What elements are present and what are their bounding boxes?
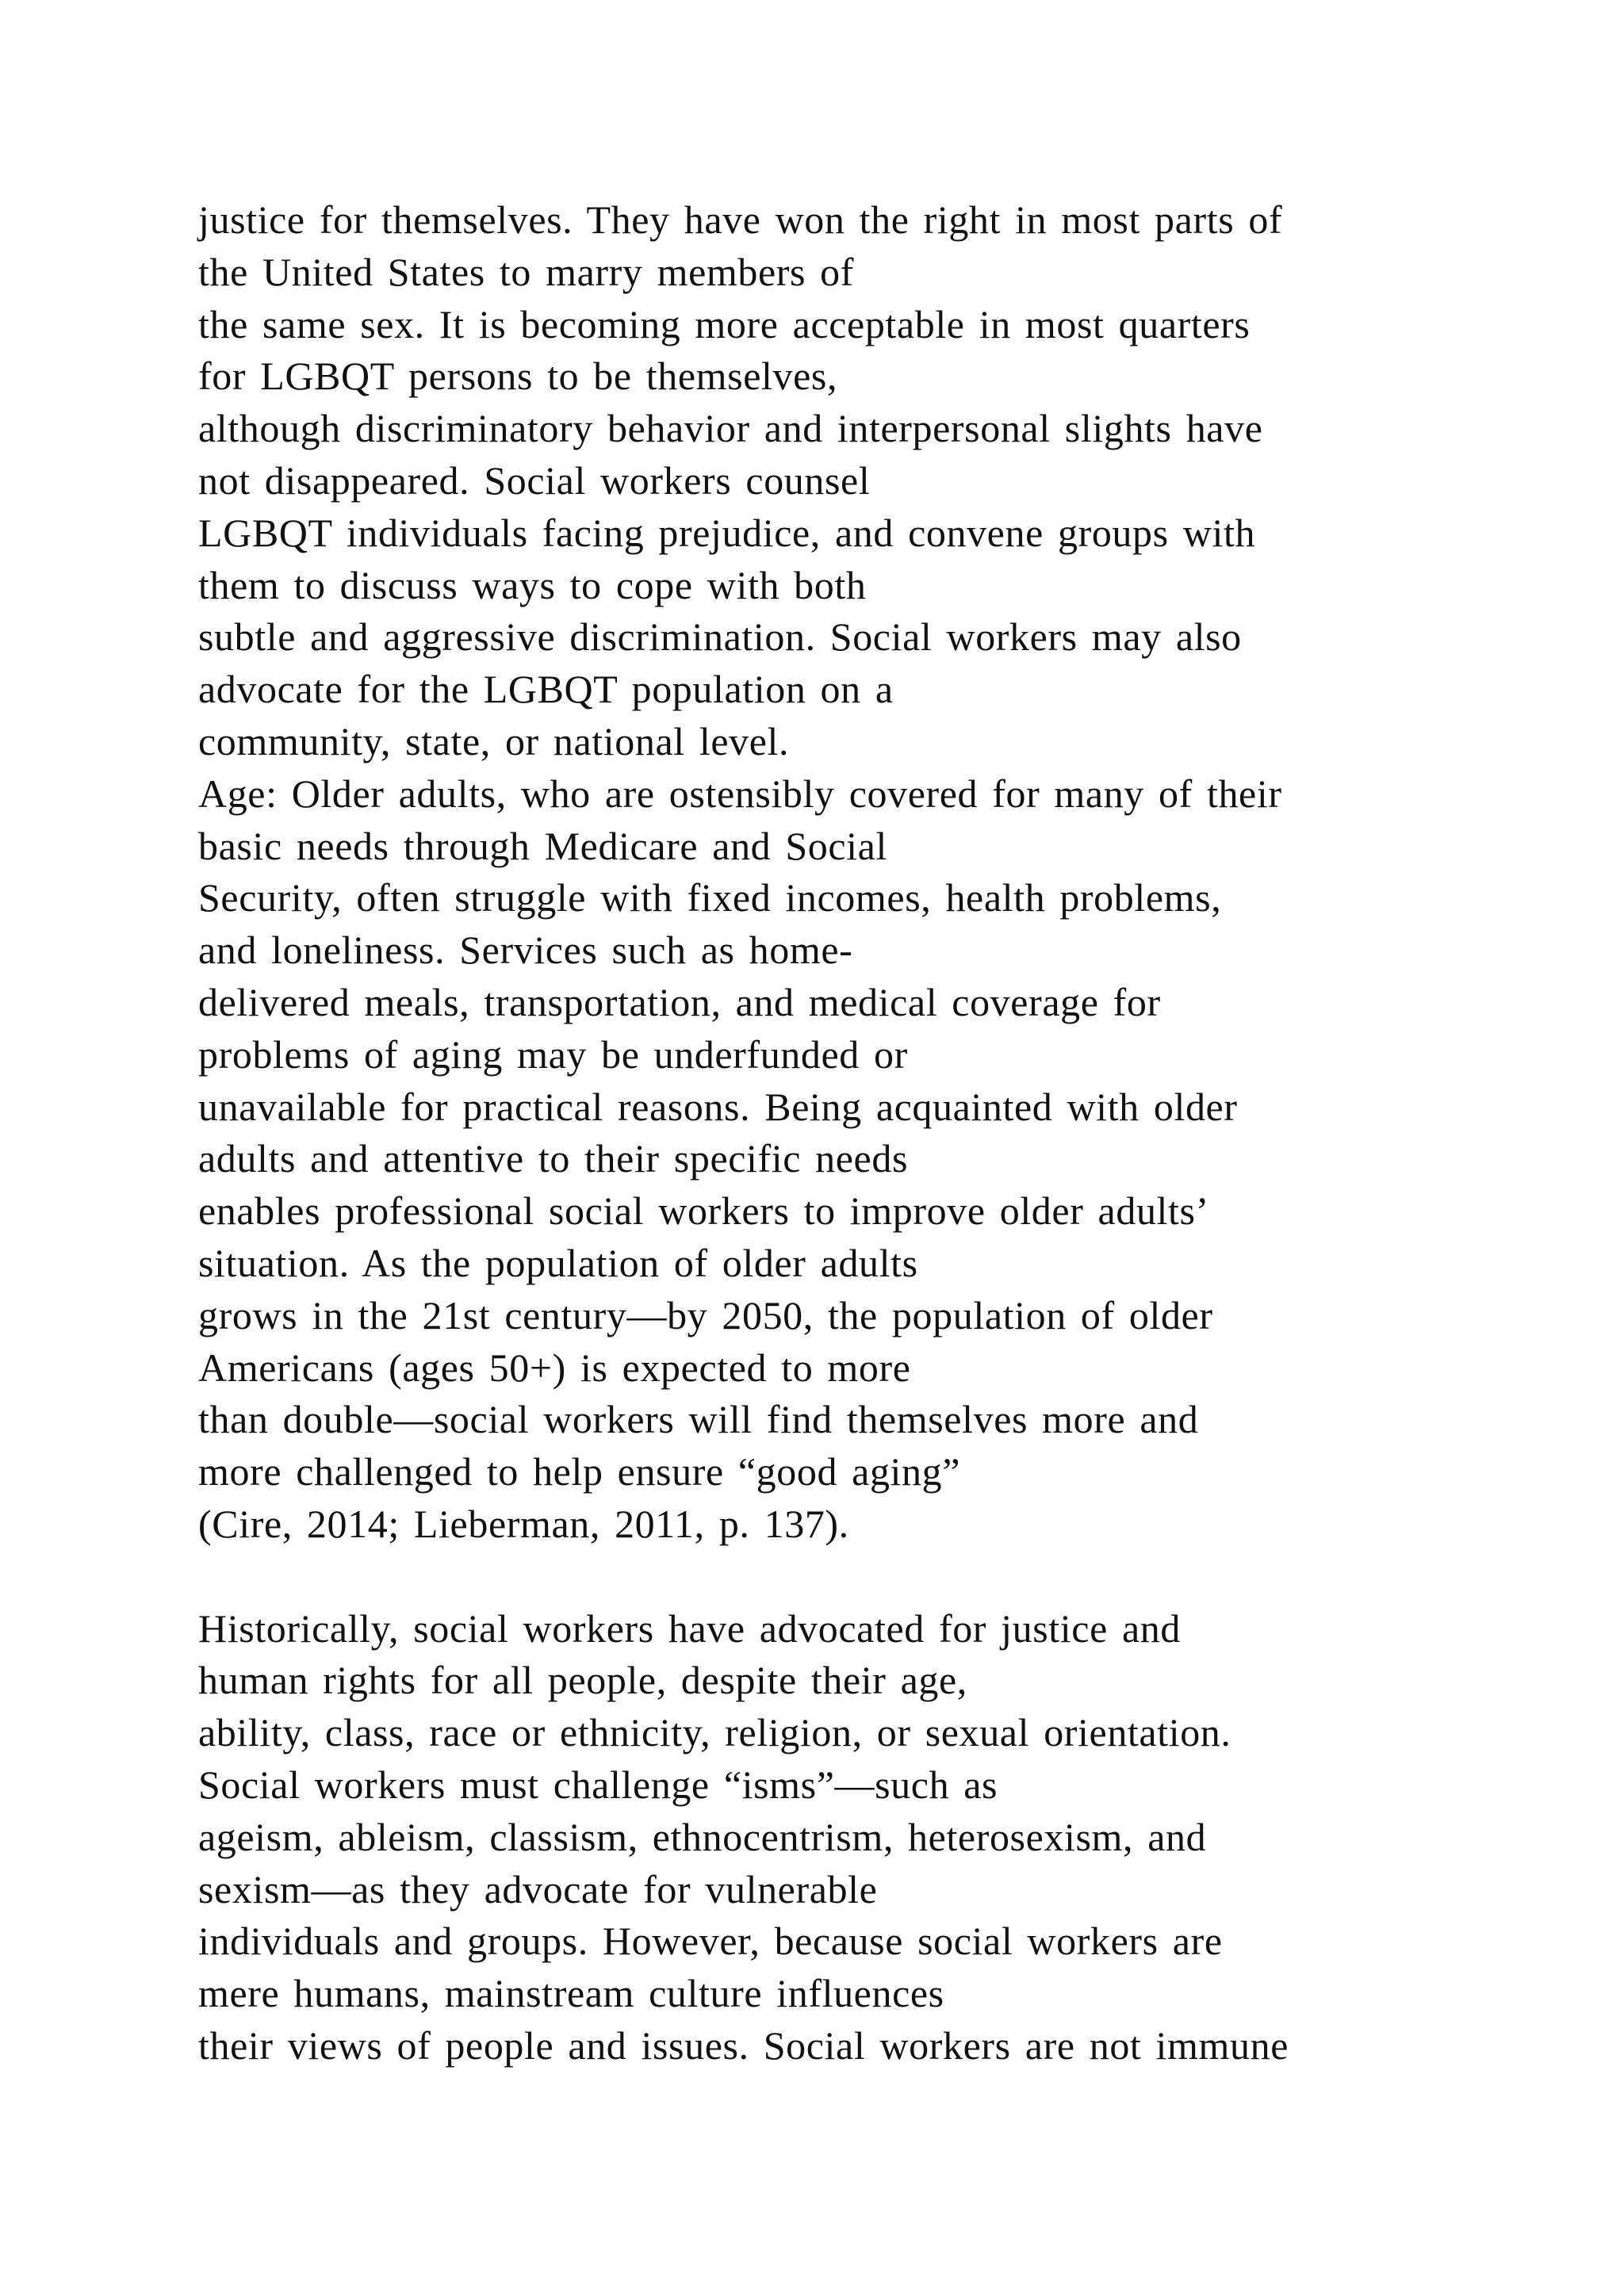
text-line: not disappeared. Social workers counsel [198, 457, 871, 503]
text-line: sexism—as they advocate for vulnerable [198, 1866, 878, 1911]
text-line: more challenged to help ensure “good aging” [198, 1449, 961, 1494]
text-line: advocate for the LGBQT population on a [198, 667, 894, 712]
paragraph-gap [198, 1551, 1435, 1603]
text-line: ageism, ableism, classism, ethnocentrism, heterosexism, and [198, 1814, 1207, 1859]
text-line: Security, often struggle with fixed incomes, health problems, [198, 875, 1222, 920]
text-line: subtle and aggressive discrimination. Social workers may also [198, 614, 1242, 660]
text-line: Americans (ages 50+) is expected to more [198, 1345, 911, 1390]
text-line: human rights for all people, despite their age, [198, 1658, 967, 1703]
text-line: them to discuss ways to cope with both [198, 562, 867, 607]
text-line: (Cire, 2014; Lieberman, 2011, p. 137). [198, 1501, 849, 1546]
text-line: community, state, or national level. [198, 718, 790, 763]
text-line: the same sex. It is becoming more acceptable in most quarters [198, 301, 1251, 346]
text-line: justice for themselves. They have won the right in most parts of [198, 197, 1283, 242]
text-line: basic needs through Medicare and Social [198, 823, 887, 868]
text-line: LGBQT individuals facing prejudice, and convene groups with [198, 510, 1256, 555]
paragraph-2 [198, 1603, 1435, 2072]
text-line: delivered meals, transportation, and medical coverage for [198, 979, 1161, 1024]
text-line: problems of aging may be underfunded or [198, 1031, 908, 1077]
text-line: situation. As the population of older adults [198, 1240, 918, 1285]
text-line: than double—social workers will find themselves more and [198, 1397, 1199, 1442]
text-line: although discriminatory behavior and interpersonal slights have [198, 406, 1263, 451]
body-text [198, 194, 1435, 2072]
paragraph-1 [198, 194, 1435, 1551]
text-line: and loneliness. Services such as home- [198, 928, 853, 973]
text-line: the United States to marry members of [198, 249, 855, 294]
text-line: Social workers must challenge “isms”—such as [198, 1762, 998, 1807]
text-line: unavailable for practical reasons. Being acquainted with older [198, 1084, 1238, 1129]
text-line: Historically, social workers have advocated for justice and [198, 1605, 1181, 1651]
text-line: enables professional social workers to improve older adults’ [198, 1188, 1209, 1234]
text-line: ability, class, race or ethnicity, religion, or sexual orientation. [198, 1710, 1231, 1755]
text-line: grows in the 21st century—by 2050, the population of older [198, 1292, 1213, 1337]
text-line: their views of people and issues. Social workers are not immune [198, 2022, 1289, 2068]
text-line: mere humans, mainstream culture influences [198, 1971, 944, 2016]
text-line: Age: Older adults, who are ostensibly covered for many of their [198, 771, 1282, 816]
text-line: individuals and groups. However, because social workers are [198, 1919, 1223, 1964]
text-line: adults and attentive to their specific needs [198, 1136, 908, 1181]
text-line: for LGBQT persons to be themselves, [198, 354, 838, 399]
